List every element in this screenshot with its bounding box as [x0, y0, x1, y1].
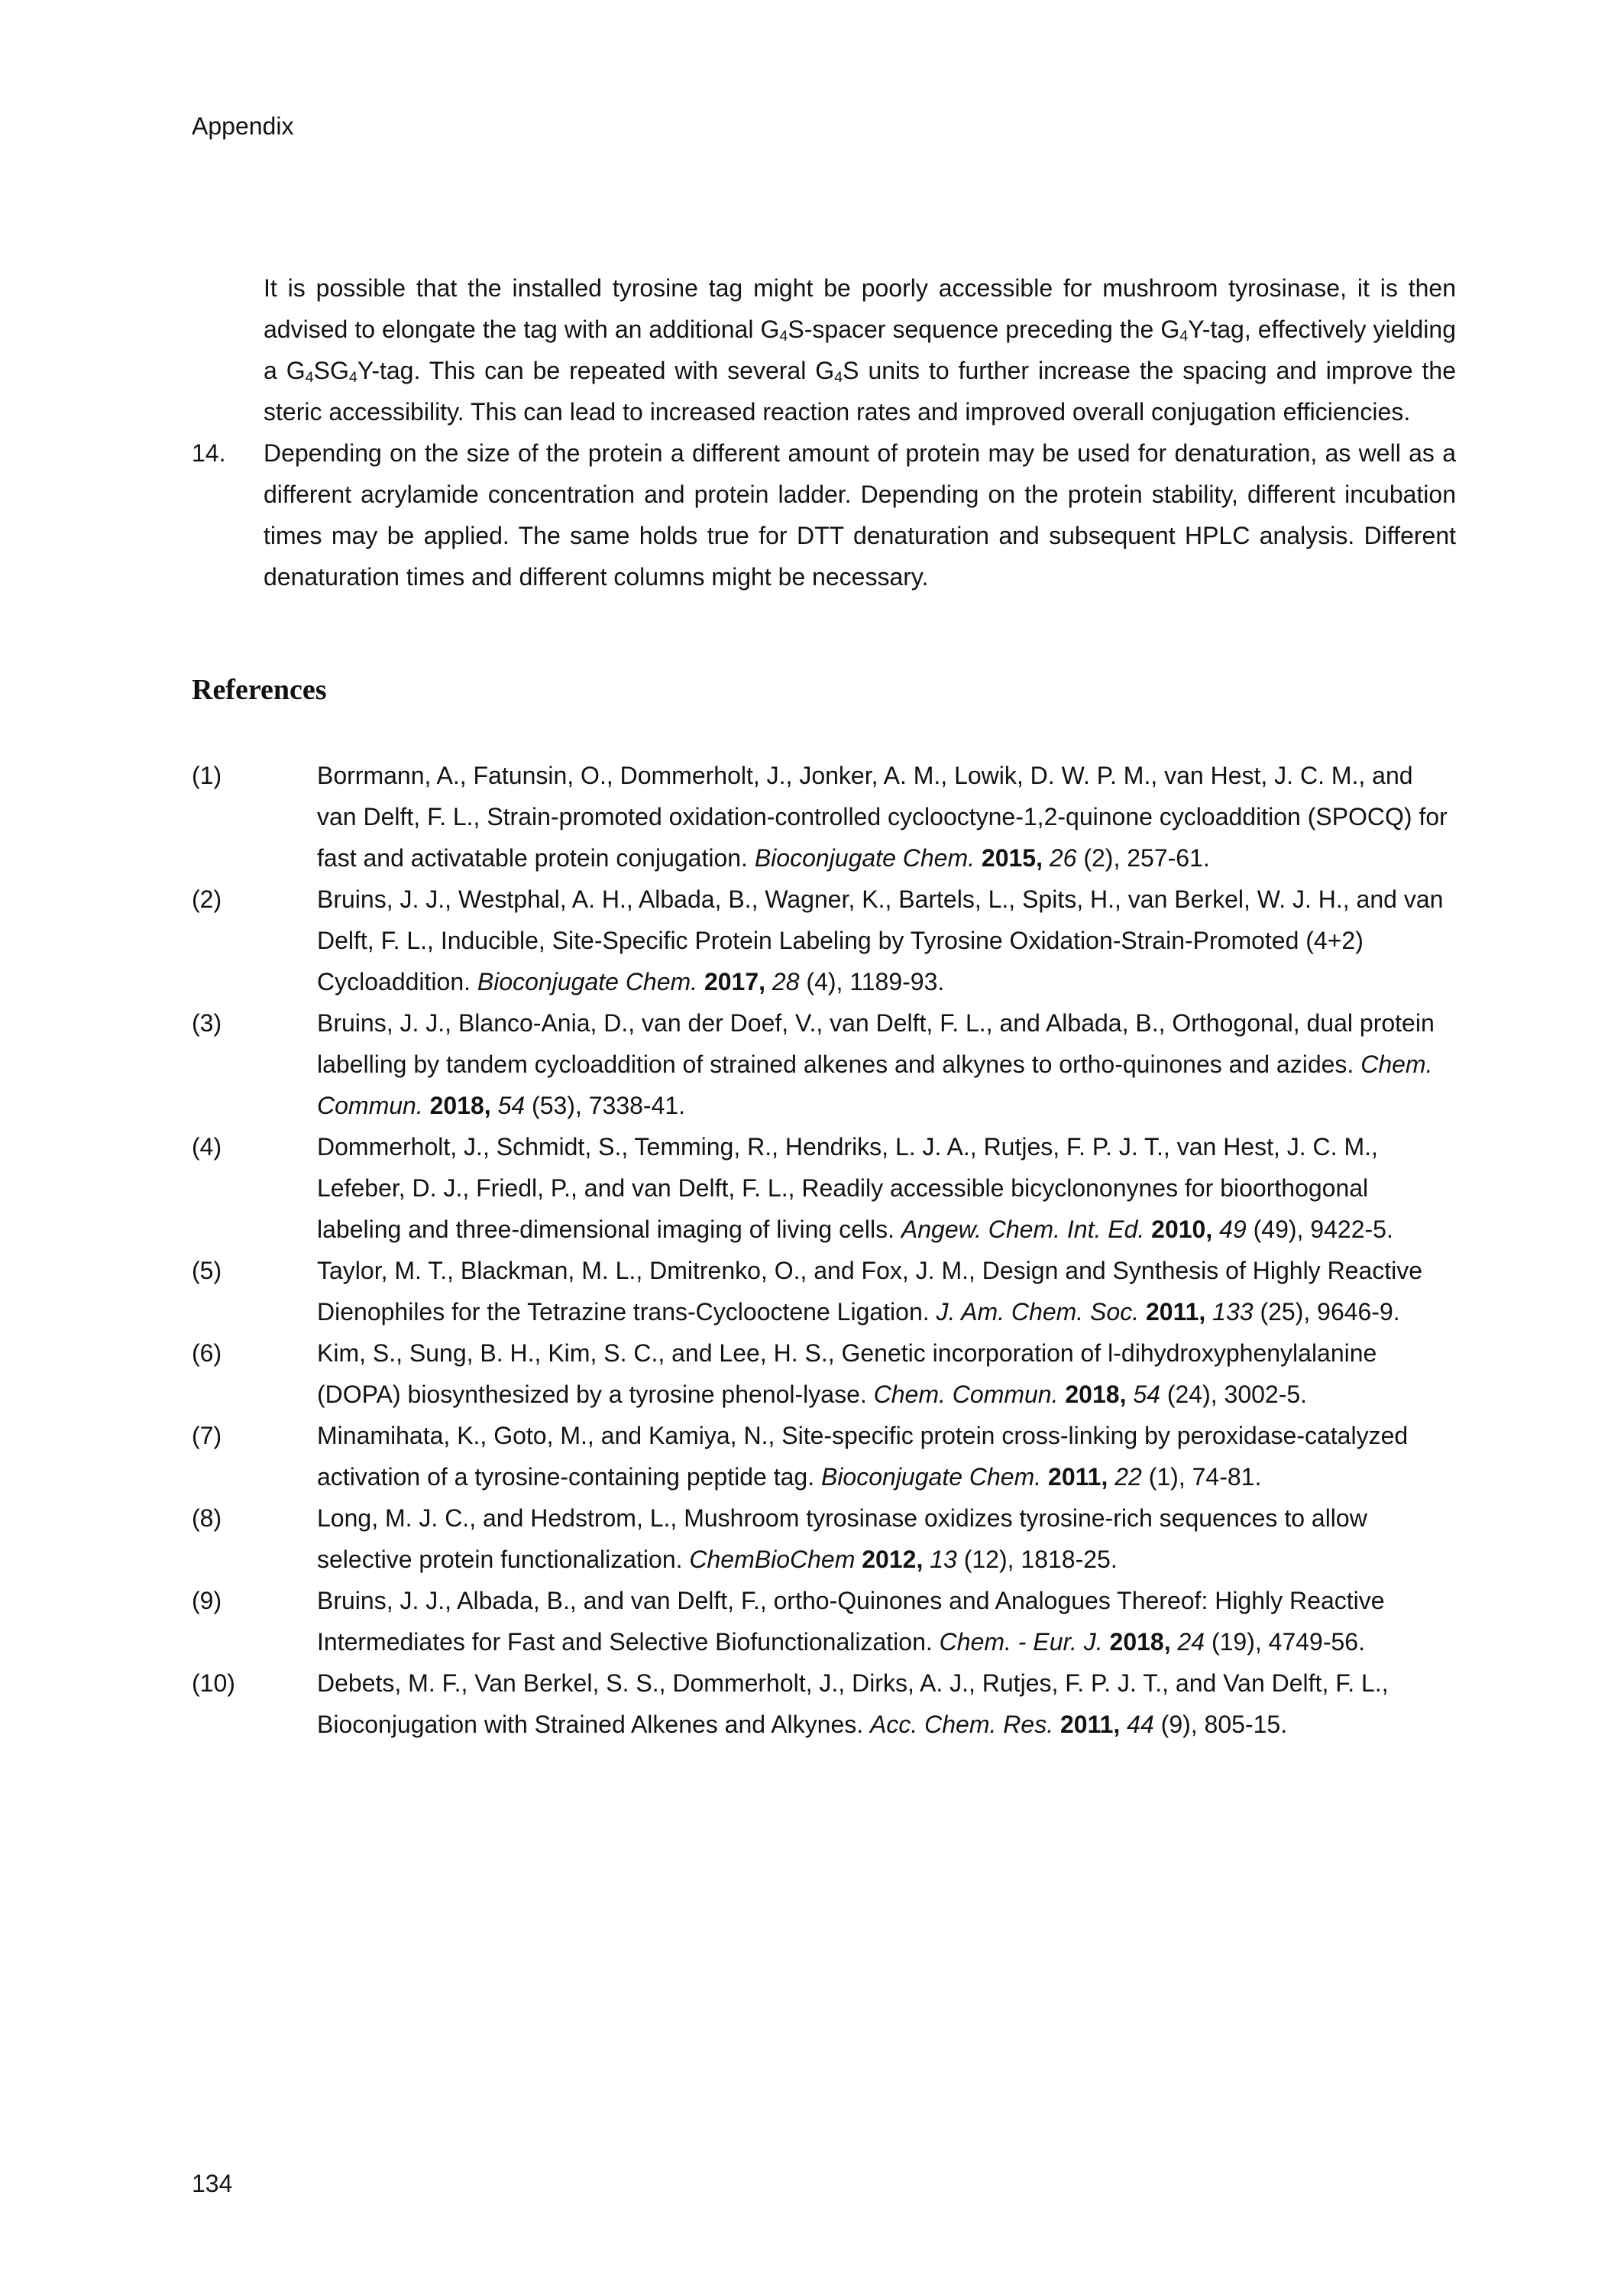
text-run: Acc. Chem. Res.	[870, 1711, 1054, 1738]
text-run	[423, 1092, 430, 1119]
text-run: 4	[834, 369, 843, 387]
text-run	[697, 968, 704, 995]
text-run: Chem. Commun.	[873, 1381, 1059, 1408]
text-run: SG	[313, 357, 349, 384]
text-run: 2015,	[981, 844, 1043, 872]
text-run: 26	[1049, 844, 1077, 872]
references-heading: References	[192, 674, 327, 706]
text-run: 22	[1114, 1463, 1142, 1491]
reference-item-text	[317, 1126, 1456, 1250]
text-run: 4	[1179, 328, 1189, 345]
reference-item-number: (5)	[192, 1257, 222, 1284]
reference-item-text	[317, 1415, 1456, 1497]
text-run: 28	[772, 968, 800, 995]
text-run	[1108, 1463, 1114, 1491]
reference-item	[192, 1580, 1456, 1662]
text-run: Y-tag, effectively yielding a G	[264, 316, 1457, 384]
text-run: (4), 1189-93.	[799, 968, 945, 995]
reference-item-number: (1)	[192, 762, 222, 789]
reference-item-number: (2)	[192, 885, 222, 913]
reference-item	[192, 1497, 1456, 1580]
reference-item-number: (7)	[192, 1422, 222, 1449]
text-run: J. Am. Chem. Soc.	[936, 1298, 1140, 1326]
text-run: Bioconjugate Chem.	[477, 968, 698, 995]
text-run: (19), 4749-56.	[1205, 1628, 1365, 1656]
text-run: 4	[779, 328, 788, 345]
reference-item	[192, 1126, 1456, 1250]
reference-item-number: (8)	[192, 1504, 222, 1532]
reference-item	[192, 1002, 1456, 1126]
reference-item-text	[317, 755, 1456, 879]
text-run: Angew. Chem. Int. Ed.	[901, 1216, 1145, 1243]
text-run: Borrmann, A., Fatunsin, O., Dommerholt, J., Jonker, A. M., Lowik, D. W. P. M., van Hest, J. C. M., and van Delft, F. L., Strain-promoted oxidation-controlled cyclooctyne-1,2-quinone cycloaddition (SPOCQ) for fast and activatable protein conjugation.	[317, 762, 1448, 872]
reference-item-text	[317, 1497, 1456, 1580]
text-run: (2), 257-61.	[1076, 844, 1210, 872]
text-run: S-spacer sequence preceding the G	[788, 316, 1180, 343]
reference-item-number: (10)	[192, 1669, 235, 1697]
text-run	[1043, 844, 1050, 872]
text-run: (1), 74-81.	[1141, 1463, 1262, 1491]
text-run: (25), 9646-9.	[1253, 1298, 1400, 1326]
reference-item	[192, 1415, 1456, 1497]
text-run: Taylor, M. T., Blackman, M. L., Dmitrenko, O., and Fox, J. M., Design and Synthesis of Highly Reactive Dienophiles for the Tetrazine trans-Cyclooctene Ligation.	[317, 1257, 1423, 1326]
text-run: 2011,	[1145, 1298, 1206, 1326]
text-run: 4	[305, 369, 314, 387]
text-run: It is possible that the installed tyrosine tag might be poorly accessible for mushroom tyrosinase, it is then advised to elongate the tag with an additional G	[264, 274, 1456, 343]
page-content	[192, 267, 1456, 1745]
text-run: Debets, M. F., Van Berkel, S. S., Dommerholt, J., Dirks, A. J., Rutjes, F. P. J. T., and Van Delft, F. L., Bioconjugation with Strained Alkenes and Alkynes.	[317, 1669, 1389, 1738]
text-run: S units to further increase the spacing and improve the steric accessibility. This can lead to increased reaction rates and improved overall conjugation efficiencies.	[264, 357, 1456, 426]
reference-item-number: (4)	[192, 1133, 222, 1161]
text-run	[1144, 1216, 1151, 1243]
text-run: 54	[497, 1092, 526, 1119]
reference-item	[192, 1250, 1456, 1332]
text-run: 133	[1212, 1298, 1254, 1326]
text-run: Bioconjugate Chem.	[754, 844, 975, 872]
text-run: Y-tag. This can be repeated with several G	[357, 357, 835, 384]
text-run	[1041, 1463, 1048, 1491]
page-number: 134	[192, 2170, 233, 2197]
text-run: 2018,	[1109, 1628, 1171, 1656]
reference-item	[192, 1662, 1456, 1745]
text-run	[855, 1546, 862, 1573]
text-run: Bruins, J. J., Albada, B., and van Delft, F., ortho-Quinones and Analogues Thereof: Highly Reactive Intermediates for Fast and Selective Biofunctionalization.	[317, 1587, 1385, 1656]
running-header: Appendix	[192, 112, 294, 140]
text-run: Bruins, J. J., Blanco-Ania, D., van der Doef, V., van Delft, F. L., and Albada, B., Orthogonal, dual protein labelling by tandem cycloaddition of strained alkenes and alkynes to ortho-quinones and azides.	[317, 1009, 1435, 1078]
reference-item-text	[317, 1002, 1456, 1126]
text-run	[1205, 1298, 1212, 1326]
text-run: (24), 3002-5.	[1160, 1381, 1308, 1408]
reference-item-number: (3)	[192, 1009, 222, 1037]
text-run: 4	[348, 369, 357, 387]
text-run	[491, 1092, 498, 1119]
reference-item-text	[317, 1662, 1456, 1745]
text-run: Chem. Commun.	[317, 1050, 1433, 1119]
text-run: 2011,	[1048, 1463, 1108, 1491]
list-item	[192, 432, 1456, 597]
text-run: 49	[1219, 1216, 1247, 1243]
text-run	[1126, 1381, 1133, 1408]
reference-item	[192, 755, 1456, 879]
text-run: (49), 9422-5.	[1246, 1216, 1393, 1243]
text-run: Chem. - Eur. J.	[939, 1628, 1103, 1656]
text-run: Depending on the size of the protein a different amount of protein may be used for denaturation, as well as a different acrylamide concentration and protein ladder. Depending on the protein stability, different incubation times may be applied. The same holds true for DTT denaturation and subsequent HPLC analysis. Different denaturation times and different columns might be necessary.	[264, 439, 1456, 591]
reference-item	[192, 879, 1456, 1002]
text-run: 2012,	[862, 1546, 924, 1573]
text-run	[975, 844, 982, 872]
list-item-number: 14.	[192, 439, 226, 467]
text-run: ChemBioChem	[689, 1546, 856, 1573]
reference-item-text	[317, 879, 1456, 1002]
text-run: Bioconjugate Chem.	[820, 1463, 1042, 1491]
text-run: Kim, S., Sung, B. H., Kim, S. C., and Lee, H. S., Genetic incorporation of l-dihydroxyphenylalanine (DOPA) biosynthesized by a tyrosine phenol-lyase.	[317, 1339, 1377, 1408]
text-run: 2017,	[704, 968, 766, 995]
text-run: 2018,	[1065, 1381, 1127, 1408]
text-run: 24	[1177, 1628, 1205, 1656]
text-run	[1103, 1628, 1110, 1656]
text-run	[765, 968, 772, 995]
text-run: 44	[1127, 1711, 1154, 1738]
text-run: Dommerholt, J., Schmidt, S., Temming, R., Hendriks, L. J. A., Rutjes, F. P. J. T., van Hest, J. C. M., Lefeber, D. J., Friedl, P., and van Delft, F. L., Readily accessible bicyclononynes for bioorthogonal labeling and three-dimensional imaging of living cells.	[317, 1133, 1378, 1243]
text-run: Minamihata, K., Goto, M., and Kamiya, N., Site-specific protein cross-linking by peroxidase-catalyzed activation of a tyrosine-containing peptide tag.	[317, 1422, 1409, 1491]
text-run	[1212, 1216, 1219, 1243]
text-run: 2011,	[1059, 1711, 1121, 1738]
text-run: 13	[930, 1546, 957, 1573]
reference-item-number: (6)	[192, 1339, 222, 1367]
text-run	[1053, 1711, 1060, 1738]
text-run: (53), 7338-41.	[525, 1092, 686, 1119]
text-run: (12), 1818-25.	[956, 1546, 1118, 1573]
reference-item-text	[317, 1332, 1456, 1415]
references-list	[192, 755, 1456, 1745]
text-run: (9), 805-15.	[1153, 1711, 1288, 1738]
text-run: Bruins, J. J., Westphal, A. H., Albada, B., Wagner, K., Bartels, L., Spits, H., van Berkel, W. J. H., and van Delft, F. L., Inducible, Site-Specific Protein Labeling by Tyrosine Oxidation-Strain-Promoted (4+2) Cycloaddition.	[317, 885, 1444, 995]
reference-item-text	[317, 1250, 1456, 1332]
list-item	[192, 267, 1456, 432]
numbered-list	[192, 267, 1456, 597]
text-run: Long, M. J. C., and Hedstrom, L., Mushroom tyrosinase oxidizes tyrosine-rich sequences to allow selective protein functionalization.	[317, 1504, 1367, 1573]
text-run	[923, 1546, 930, 1573]
text-run: 54	[1133, 1381, 1160, 1408]
reference-item	[192, 1332, 1456, 1415]
list-item-text	[264, 267, 1456, 432]
text-run	[1139, 1298, 1146, 1326]
text-run: 2018,	[429, 1092, 491, 1119]
reference-item-text	[317, 1580, 1456, 1662]
reference-item-number: (9)	[192, 1587, 222, 1614]
list-item-text	[264, 432, 1456, 597]
text-run: 2010,	[1151, 1216, 1213, 1243]
text-run	[1120, 1711, 1127, 1738]
